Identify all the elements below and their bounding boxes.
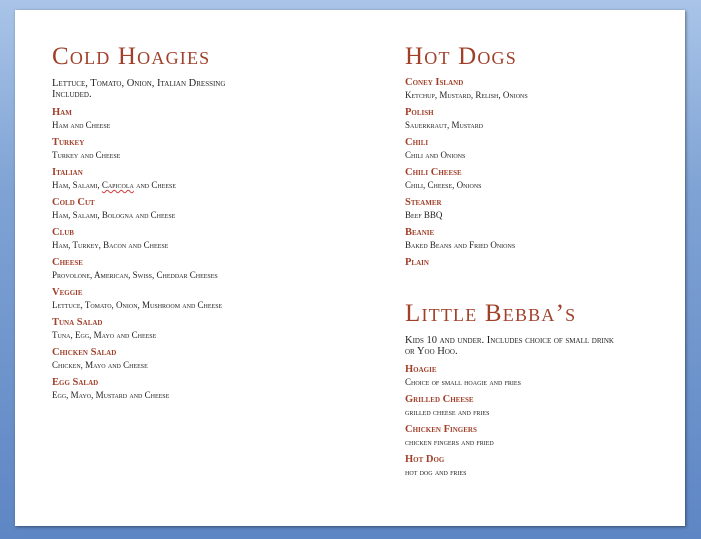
left-column xyxy=(52,10,352,400)
item-description: Ketchup, Mustard, Relish, Onions xyxy=(405,90,528,100)
menu-item-club xyxy=(52,227,352,250)
item-name: Tuna Salad xyxy=(52,317,103,328)
item-name: Steamer xyxy=(405,197,442,208)
menu-item-cold-cut xyxy=(52,197,352,220)
item-name: Polish xyxy=(405,107,434,118)
menu-item-ham xyxy=(52,107,352,130)
menu-item-plain xyxy=(405,257,675,268)
menu-item-chicken-salad xyxy=(52,347,352,370)
item-name: Grilled Cheese xyxy=(405,394,474,405)
item-name: Italian xyxy=(52,167,83,178)
item-name: Plain xyxy=(405,257,429,268)
menu-item-italian xyxy=(52,167,352,190)
spellcheck-flagged-word[interactable]: Capicola xyxy=(101,180,134,190)
item-description: Ham, Salami, Bologna and Cheese xyxy=(52,210,176,220)
item-name: Ham xyxy=(52,107,72,118)
menu-item-turkey xyxy=(52,137,352,160)
item-description: Chili and Onions xyxy=(405,150,466,160)
item-description: Choice of small hoagie and fries xyxy=(405,377,521,387)
item-name: Club xyxy=(52,227,74,238)
item-name: Cold Cut xyxy=(52,197,95,208)
menu-item-kids-hoagie xyxy=(405,364,675,387)
item-name: Chicken Fingers xyxy=(405,424,477,435)
desc-text: Ham, Salami, xyxy=(52,180,102,190)
item-description: Provolone, American, Swiss, Cheddar Cheeses xyxy=(52,270,218,280)
item-description: Tuna, Egg, Mayo and Cheese xyxy=(52,330,157,340)
item-name: Beanie xyxy=(405,227,435,238)
item-description: Chicken, Mayo and Cheese xyxy=(52,360,148,370)
menu-page xyxy=(15,10,685,526)
item-description: chicken fingers and fried xyxy=(405,437,494,447)
item-name: Veggie xyxy=(52,287,83,298)
item-description: Baked Beans and Fried Onions xyxy=(405,240,516,250)
item-description: Beef BBQ xyxy=(405,210,443,220)
menu-item-chili xyxy=(405,137,675,160)
item-name: Cheese xyxy=(52,257,83,268)
menu-item-polish xyxy=(405,107,675,130)
hot-dogs-heading: Hot Dogs xyxy=(405,43,517,70)
menu-item-chili-cheese xyxy=(405,167,675,190)
item-description: grilled cheese and fries xyxy=(405,407,490,417)
item-name: Egg Salad xyxy=(52,377,99,388)
item-name: Hot Dog xyxy=(405,454,445,465)
menu-item-coney-island xyxy=(405,77,675,100)
item-description: Turkey and Cheese xyxy=(52,150,121,160)
item-description: Egg, Mayo, Mustard and Cheese xyxy=(52,390,170,400)
little-bebbas-intro: Kids 10 and under. Includes choice of small drink or Yoo Hoo. xyxy=(405,335,614,357)
item-description: Ham and Cheese xyxy=(52,120,111,130)
item-name: Hoagie xyxy=(405,364,437,375)
item-description: Sauerkraut, Mustard xyxy=(405,120,484,130)
menu-item-tuna-salad xyxy=(52,317,352,340)
right-column xyxy=(405,10,675,477)
menu-item-egg-salad xyxy=(52,377,352,400)
menu-item-cheese xyxy=(52,257,352,280)
item-description: Chili, Cheese, Onions xyxy=(405,180,482,190)
menu-item-kids-chicken-fingers xyxy=(405,424,675,447)
item-name: Chicken Salad xyxy=(52,347,117,358)
menu-item-steamer xyxy=(405,197,675,220)
desc-text: and Cheese xyxy=(133,180,177,190)
item-name: Coney Island xyxy=(405,77,464,88)
item-name: Turkey xyxy=(52,137,85,148)
item-description xyxy=(52,180,352,190)
menu-item-kids-grilled-cheese xyxy=(405,394,675,417)
menu-item-veggie xyxy=(52,287,352,310)
cold-hoagies-intro: Lettuce, Tomato, Onion, Italian Dressing Included. xyxy=(52,78,226,100)
menu-item-beanie xyxy=(405,227,675,250)
menu-item-kids-hot-dog xyxy=(405,454,675,477)
item-description: hot dog and fries xyxy=(405,467,467,477)
little-bebbas-heading: Little Bebba’s xyxy=(405,300,577,327)
item-name: Chili Cheese xyxy=(405,167,462,178)
item-description: Ham, Turkey, Bacon and Cheese xyxy=(52,240,169,250)
cold-hoagies-heading: Cold Hoagies xyxy=(52,43,211,70)
item-description: Lettuce, Tomato, Onion, Mushroom and Cheese xyxy=(52,300,223,310)
item-name: Chili xyxy=(405,137,429,148)
